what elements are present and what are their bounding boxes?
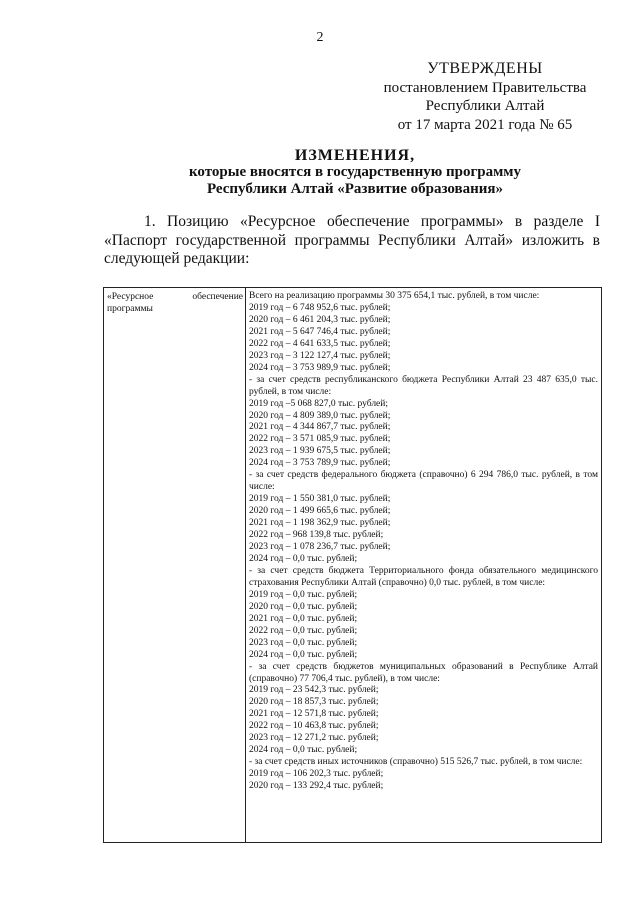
funding-entry: 2019 год – 23 542,3 тыс. рублей; xyxy=(249,685,379,696)
funding-entry: 2024 год – 0,0 тыс. рублей; xyxy=(249,553,358,564)
funding-entry: 2021 год – 5 647 746,4 тыс. рублей; xyxy=(249,326,391,337)
funding-entry: 2024 год – 0,0 тыс. рублей; xyxy=(249,649,358,660)
funding-entry: 2020 год – 18 857,3 тыс. рублей; xyxy=(249,697,379,708)
funding-entry: 2024 год – 3 753 989,9 тыс. рублей; xyxy=(249,362,391,373)
table-value-cell xyxy=(246,288,601,842)
resource-table xyxy=(103,287,602,843)
funding-entry: - за счет средств бюджетов муниципальных образований в Республике Алтай (справочно) 77 706,4 тыс. рублей), в том числе: xyxy=(249,661,598,684)
funding-entry: 2021 год – 12 571,8 тыс. рублей; xyxy=(249,709,379,720)
funding-entry: - за счет средств иных источников (справочно) 515 526,7 тыс. рублей, в том числе: xyxy=(249,757,583,768)
page-number: 2 xyxy=(316,30,324,45)
funding-entry: 2019 год – 6 748 952,6 тыс. рублей; xyxy=(249,302,391,313)
title-line-2: которые вносятся в государственную программу xyxy=(188,164,522,180)
funding-entry: 2020 год – 6 461 204,3 тыс. рублей; xyxy=(249,314,391,325)
funding-entry: - за счет средств республиканского бюджета Республики Алтай 23 487 635,0 тыс. рублей, в том числе: xyxy=(249,374,598,397)
funding-entry: 2022 год – 0,0 тыс. рублей; xyxy=(249,625,358,636)
funding-entry: 2024 год – 0,0 тыс. рублей; xyxy=(249,745,358,756)
funding-entry: 2021 год – 1 198 362,9 тыс. рублей; xyxy=(249,518,391,529)
funding-entry: - за счет средств бюджета Территориального фонда обязательного медицинского страхования Республики Алтай (справочно) 0,0 тыс. рублей, в том числе: xyxy=(249,565,598,588)
approval-date: от 17 марта 2021 года № 65 xyxy=(397,116,573,133)
label-word-2: обеспечение xyxy=(192,292,243,302)
funding-entry: 2020 год – 4 809 389,0 тыс. рублей; xyxy=(249,410,391,421)
funding-entry: 2022 год – 4 641 633,5 тыс. рублей; xyxy=(249,338,391,349)
funding-entry: - за счет средств федерального бюджета (справочно) 6 294 786,0 тыс. рублей, в том числе: xyxy=(249,470,598,493)
funding-entry: 2024 год – 3 753 789,9 тыс. рублей; xyxy=(249,458,391,469)
approval-republic: Республики Алтай xyxy=(425,98,545,114)
funding-entry: 2020 год – 0,0 тыс. рублей; xyxy=(249,601,358,612)
funding-entry: 2019 год – 1 550 381,0 тыс. рублей; xyxy=(249,494,391,505)
funding-entry: Всего на реализацию программы 30 375 654,1 тыс. рублей, в том числе: xyxy=(249,291,540,301)
funding-entry: 2021 год – 0,0 тыс. рублей; xyxy=(249,613,358,624)
label-word-1: «Ресурсное xyxy=(107,292,154,302)
funding-entry: 2019 год – 106 202,3 тыс. рублей; xyxy=(249,769,384,780)
approval-decree: постановлением Правительства xyxy=(383,79,587,96)
title-heading: ИЗМЕНЕНИЯ, xyxy=(294,147,416,164)
approval-heading: УТВЕРЖДЕНЫ xyxy=(427,60,543,77)
funding-entry: 2019 год –5 068 827,0 тыс. рублей; xyxy=(249,398,388,409)
funding-entry: 2022 год – 10 463,8 тыс. рублей; xyxy=(249,721,379,732)
funding-entry: 2023 год – 3 122 127,4 тыс. рублей; xyxy=(249,350,391,361)
title-line-3: Республики Алтай «Развитие образования» xyxy=(206,181,504,197)
funding-entry: 2020 год – 133 292,4 тыс. рублей; xyxy=(249,781,384,792)
label-line-2: программы xyxy=(107,304,153,314)
funding-entry: 2021 год – 4 344 867,7 тыс. рублей; xyxy=(249,422,391,433)
funding-entry: 2023 год – 12 271,2 тыс. рублей; xyxy=(249,733,379,744)
funding-entry: 2023 год – 1 078 236,7 тыс. рублей; xyxy=(249,542,391,553)
funding-entry: 2022 год – 3 571 085,9 тыс. рублей; xyxy=(249,434,391,445)
funding-entry: 2020 год – 1 499 665,6 тыс. рублей; xyxy=(249,506,391,517)
funding-entry: 2023 год – 0,0 тыс. рублей; xyxy=(249,637,358,648)
intro-paragraph: 1. Позицию «Ресурсное обеспечение программы» в разделе I «Паспорт государственной программы Республики Алтай» изложить в следующей редакции: xyxy=(104,213,600,267)
table-label-cell xyxy=(104,288,246,842)
approval-block xyxy=(362,60,608,134)
document-title xyxy=(90,147,620,198)
funding-entry: 2023 год – 1 939 675,5 тыс. рублей; xyxy=(249,446,391,457)
funding-entry: 2022 год – 968 139,8 тыс. рублей; xyxy=(249,530,384,541)
funding-entry: 2019 год – 0,0 тыс. рублей; xyxy=(249,589,358,600)
